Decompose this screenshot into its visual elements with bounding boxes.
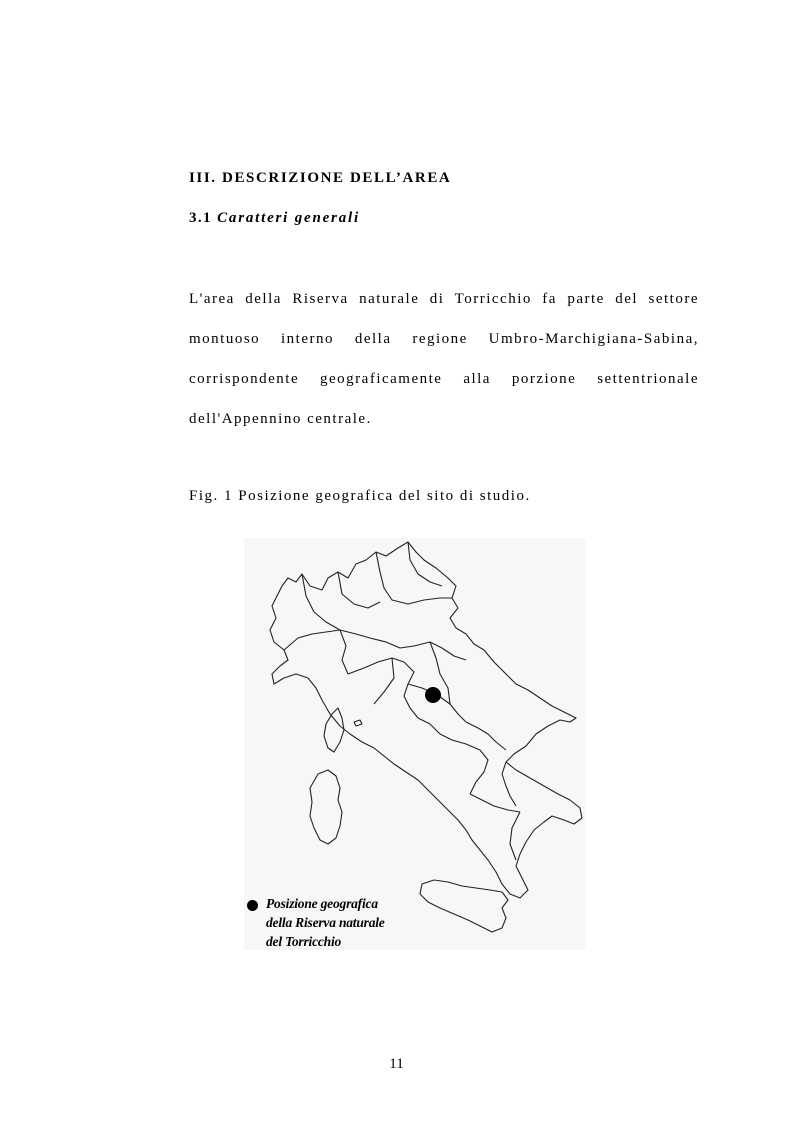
paragraph-line: dell'Appennino centrale. bbox=[189, 411, 372, 427]
legend-line: del Torricchio bbox=[266, 934, 342, 949]
torricchio-location-marker bbox=[425, 687, 441, 703]
legend-line: Posizione geografica bbox=[266, 896, 378, 911]
italy-map-figure bbox=[244, 538, 586, 950]
section-title: Caratteri generali bbox=[217, 210, 360, 226]
section-heading bbox=[189, 210, 360, 227]
chapter-title: III. DESCRIZIONE DELL’AREA bbox=[189, 170, 452, 186]
body-paragraph bbox=[189, 288, 699, 448]
italy-regions-map bbox=[244, 538, 586, 950]
legend-text bbox=[266, 894, 385, 951]
page-number: 11 bbox=[389, 1056, 404, 1072]
map-background bbox=[244, 538, 586, 950]
figure-caption: Fig. 1 Posizione geografica del sito di studio. bbox=[189, 488, 531, 504]
section-number: 3.1 bbox=[189, 210, 212, 226]
paragraph-line: montuoso interno della regione Umbro-Marchigiana-Sabina, bbox=[189, 331, 699, 347]
legend-marker-icon bbox=[247, 900, 258, 911]
legend-line: della Riserva naturale bbox=[266, 915, 385, 930]
paragraph-line: L'area della Riserva naturale di Torricchio fa parte del settore bbox=[189, 291, 699, 307]
paragraph-line: corrispondente geograficamente alla porzione settentrionale bbox=[189, 371, 699, 387]
